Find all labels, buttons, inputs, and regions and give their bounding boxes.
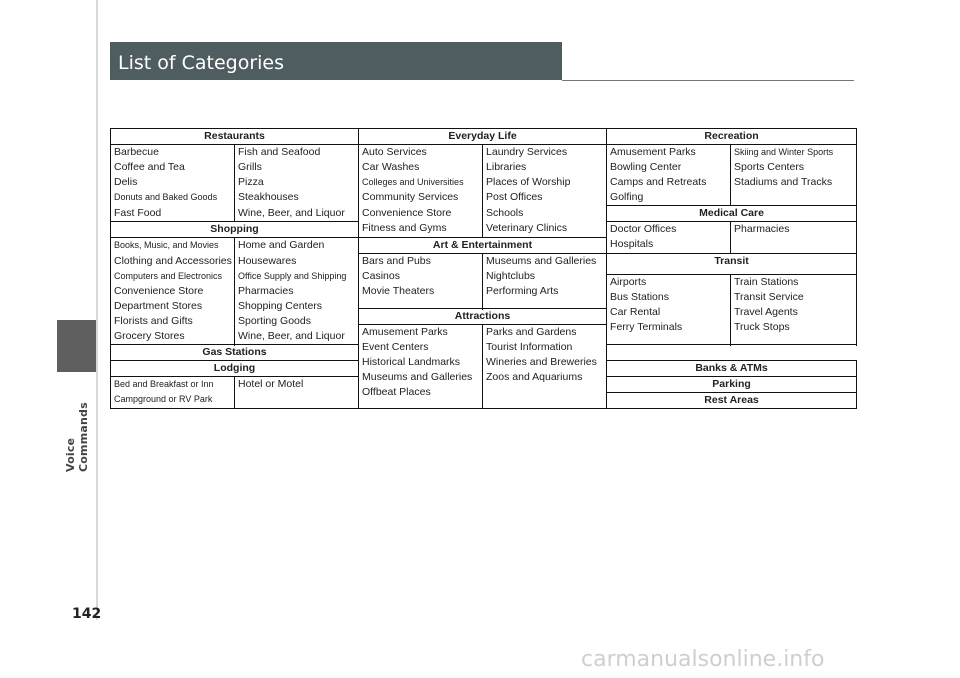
list-item: Convenience Store [114, 285, 204, 297]
category-table [110, 128, 857, 409]
medical-col2 [731, 222, 857, 254]
lodging-col1 [111, 377, 235, 409]
list-item: Museums and Galleries [486, 255, 597, 267]
list-item: Donuts and Baked Goods [114, 192, 218, 202]
header-banks-atms: Banks & ATMs [607, 361, 857, 377]
recreation-col2 [731, 145, 857, 206]
list-item: Sports Centers [734, 161, 805, 173]
list-item: Train Stations [734, 275, 799, 288]
header-recreation: Recreation [607, 129, 857, 145]
list-item: Hotel or Motel [238, 378, 304, 390]
list-item: Grocery Stores [114, 330, 185, 342]
list-item: Wine, Beer, and Liquor [238, 330, 345, 342]
list-item: Doctor Offices [610, 223, 677, 235]
list-item: Amusement Parks [362, 326, 448, 339]
list-item: Community Services [362, 191, 459, 203]
header-art-entertainment: Art & Entertainment [359, 238, 607, 254]
list-item: Travel Agents [734, 305, 798, 318]
transit-col2 [731, 274, 857, 344]
list-item: Libraries [486, 161, 527, 173]
header-rest-areas: Rest Areas [607, 393, 857, 409]
list-item: Pharmacies [734, 223, 790, 235]
header-transit: Transit [607, 254, 857, 275]
header-shopping: Shopping [111, 222, 359, 238]
list-item: Office Supply and Shipping [238, 271, 347, 281]
list-item: Casinos [362, 270, 400, 282]
recreation-col1 [607, 145, 731, 206]
list-item: Camps and Retreats [610, 176, 707, 188]
list-item: Bed and Breakfast or Inn [114, 379, 214, 389]
transit-col1 [607, 274, 731, 344]
everyday-col2 [483, 145, 607, 238]
list-item: Housewares [238, 255, 297, 267]
restaurants-col1 [111, 145, 235, 222]
header-everyday-life: Everyday Life [359, 129, 607, 145]
medical-col1 [607, 222, 731, 254]
list-item: Movie Theaters [362, 285, 435, 297]
list-item: Fast Food [114, 207, 162, 219]
arts-col2 [483, 254, 607, 309]
header-restaurants: Restaurants [111, 129, 359, 145]
list-item: Pharmacies [238, 285, 294, 297]
lodging-col2 [235, 377, 359, 409]
list-item: Truck Stops [734, 320, 790, 333]
title-rule [562, 80, 854, 81]
list-item: Performing Arts [486, 285, 559, 297]
list-item: Transit Service [734, 290, 804, 303]
list-item: Offbeat Places [362, 386, 431, 399]
page-number: 142 [72, 606, 102, 622]
list-item: Barbecue [114, 146, 159, 158]
header-parking: Parking [607, 377, 857, 393]
list-item: Veterinary Clinics [486, 222, 568, 234]
list-item: Ferry Terminals [610, 320, 683, 333]
list-item: Department Stores [114, 300, 203, 312]
list-item: Campground or RV Park [114, 394, 213, 404]
list-item: Sporting Goods [238, 315, 311, 327]
list-item: Hospitals [610, 238, 654, 250]
list-item: Bowling Center [610, 161, 682, 173]
list-item: Wine, Beer, and Liquor [238, 207, 345, 219]
list-item: Museums and Galleries [362, 371, 473, 384]
list-item: Airports [610, 275, 647, 288]
list-item: Books, Music, and Movies [114, 240, 219, 250]
list-item: Skiing and Winter Sports [734, 147, 834, 157]
shopping-col1 [111, 238, 235, 345]
list-item: Florists and Gifts [114, 315, 193, 327]
page-title: List of Categories [110, 42, 562, 80]
restaurants-col2 [235, 145, 359, 222]
list-item: Shopping Centers [238, 300, 323, 312]
list-item: Grills [238, 161, 262, 173]
list-item: Fish and Seafood [238, 146, 321, 158]
list-item: Bus Stations [610, 290, 669, 303]
arts-col1 [359, 254, 483, 309]
header-lodging: Lodging [111, 361, 359, 377]
list-item: Post Offices [486, 191, 543, 203]
header-medical-care: Medical Care [607, 206, 857, 222]
list-item: Stadiums and Tracks [734, 176, 833, 188]
list-item: Fitness and Gyms [362, 222, 447, 234]
section-tab-label: Voice Commands [64, 402, 90, 472]
list-item: Home and Garden [238, 239, 325, 251]
list-item: Car Rental [610, 305, 661, 318]
side-divider-line [96, 0, 98, 620]
header-attractions: Attractions [359, 309, 607, 325]
everyday-col1 [359, 145, 483, 238]
attractions-col1 [359, 325, 483, 409]
list-item: Car Washes [362, 161, 420, 173]
list-item: Nightclubs [486, 270, 536, 282]
list-item: Historical Landmarks [362, 356, 461, 369]
list-item: Event Centers [362, 341, 429, 354]
list-item: Bars and Pubs [362, 255, 431, 267]
list-item: Golfing [610, 191, 644, 203]
list-item: Clothing and Accessories [114, 255, 232, 267]
list-item: Convenience Store [362, 207, 452, 219]
list-item: Parks and Gardens [486, 326, 577, 339]
list-item: Coffee and Tea [114, 161, 185, 173]
list-item: Amusement Parks [610, 146, 696, 158]
watermark: carmanualsonline.info [581, 647, 825, 672]
list-item: Pizza [238, 176, 264, 188]
list-item: Computers and Electronics [114, 271, 223, 281]
attractions-col2 [483, 325, 607, 409]
header-gas-stations: Gas Stations [111, 345, 359, 361]
list-item: Laundry Services [486, 146, 568, 158]
list-item: Tourist Information [486, 341, 573, 354]
list-item: Zoos and Aquariums [486, 371, 583, 384]
section-tab [57, 320, 96, 372]
list-item: Schools [486, 207, 524, 219]
list-item: Steakhouses [238, 191, 299, 203]
list-item: Auto Services [362, 146, 427, 158]
shopping-col2 [235, 238, 359, 345]
list-item: Places of Worship [486, 176, 571, 188]
list-item: Wineries and Breweries [486, 356, 597, 369]
list-item: Delis [114, 176, 138, 188]
list-item: Colleges and Universities [362, 177, 464, 187]
